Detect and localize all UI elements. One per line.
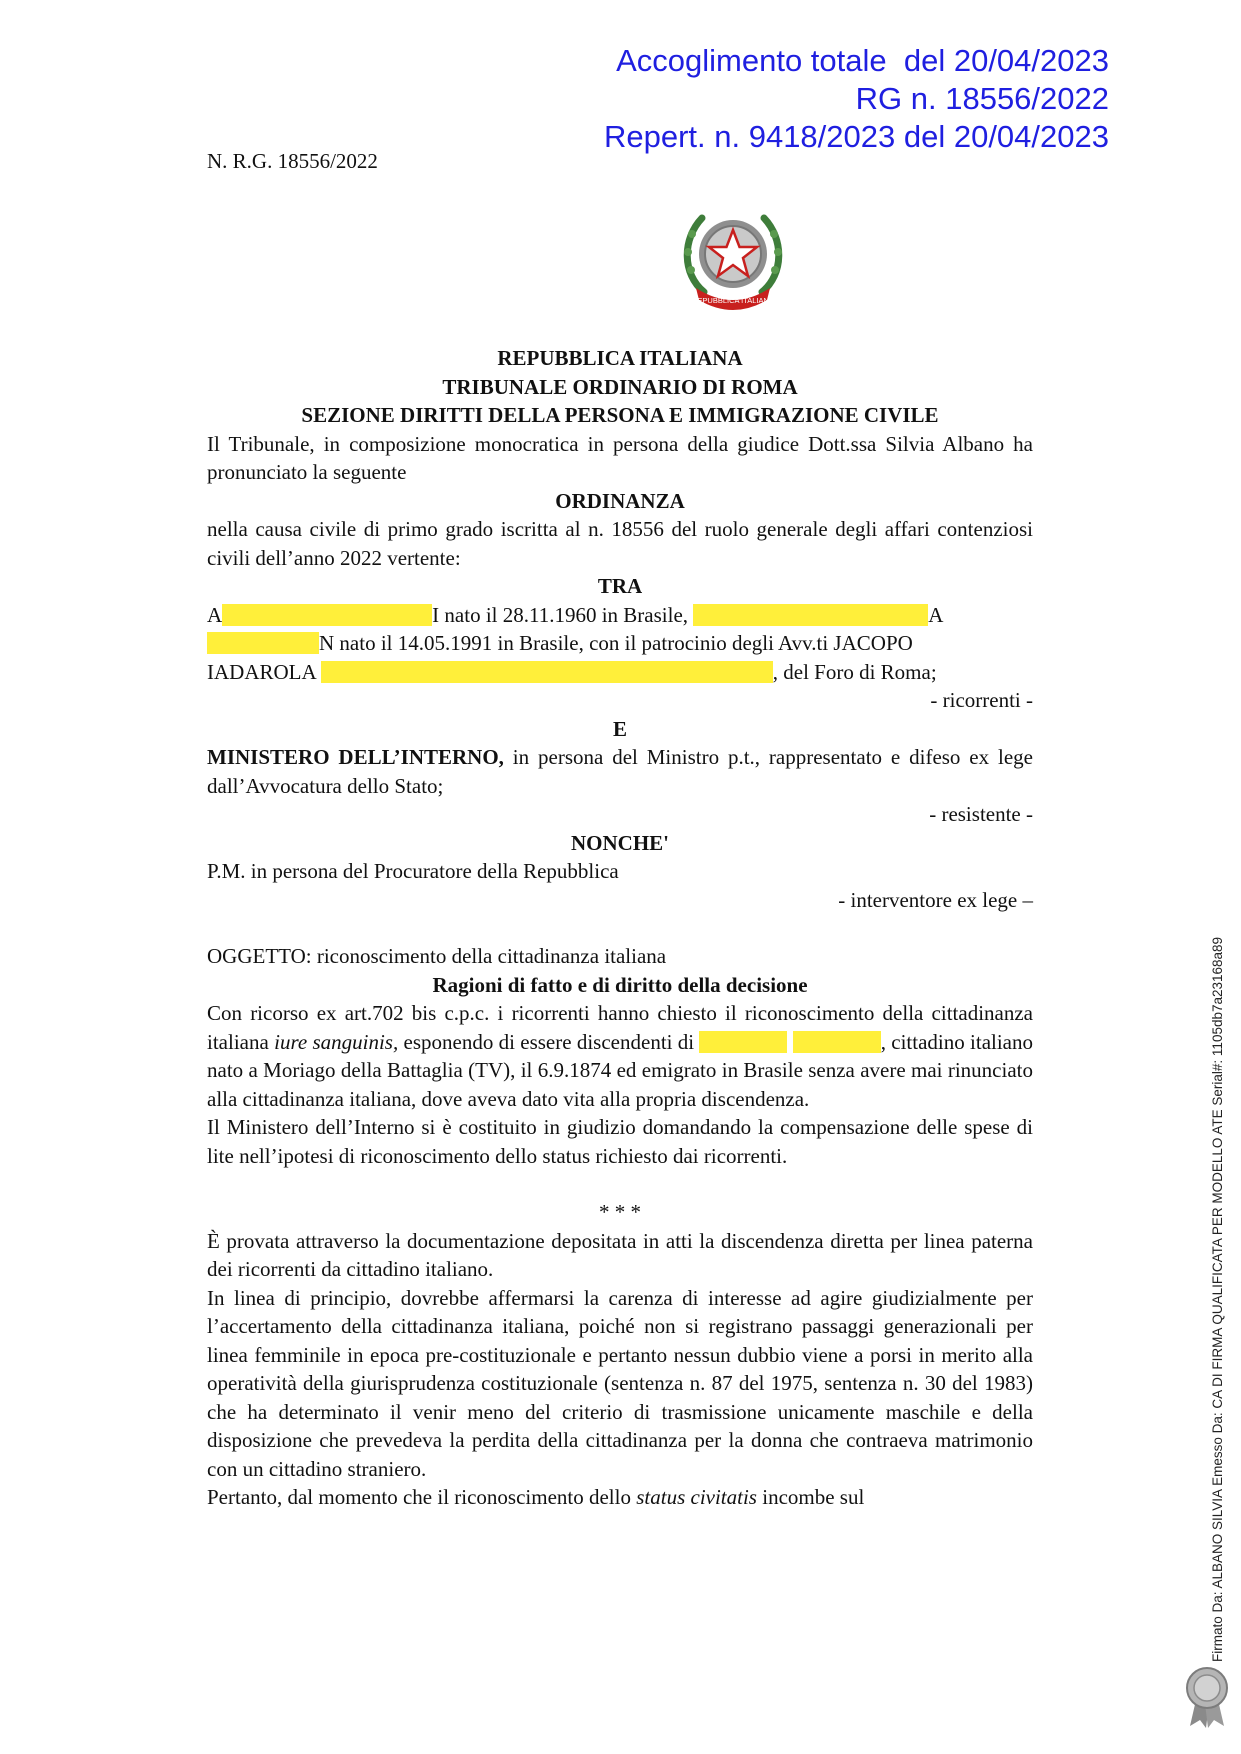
- party-line-1: A I nato il 28.11.1960 in Brasile, A: [207, 602, 944, 627]
- paragraph-ministero: Il Ministero dell’Interno si è costituito in giudizio domandando la compensazione delle spese di lite nell’ipotesi di riconoscimento dello status richiesto dai ricorrenti.: [207, 1115, 1033, 1168]
- heading-ragioni: Ragioni di fatto e di diritto della decisione: [432, 972, 808, 997]
- role-interventore: - interventore ex lege –: [838, 887, 1033, 912]
- stamp-line-repertorio: Repert. n. 9418/2023 del 20/04/2023: [603, 119, 1109, 154]
- paragraph-pertanto: Pertanto, dal momento che il riconoscimento dello status civitatis incombe sul: [207, 1485, 865, 1509]
- paragraph-provata: È provata attraverso la documentazione depositata in atti la discendenza diretta per linea paterna dei ricorrenti da cittadino italiano.: [207, 1228, 1033, 1281]
- party-line-2: N nato il 14.05.1991 in Brasile, con il patrocinio degli Avv.ti JACOPO: [207, 629, 1033, 658]
- stamp-line-accoglimento: Accoglimento totale del 20/04/2023: [616, 43, 1109, 78]
- cause-paragraph: nella causa civile di primo grado iscritta al n. 18556 del ruolo generale degli affari contenziosi civili dell’anno 2022 vertente:: [207, 517, 1033, 570]
- signature-seal-icon: [1184, 1666, 1230, 1728]
- stamp-line-rg: RG n. 18556/2022: [855, 81, 1109, 116]
- oggetto-line: OGGETTO: riconoscimento della cittadinanza italiana: [207, 944, 667, 968]
- ministero-paragraph: MINISTERO DELL’INTERNO, in persona del Ministro p.t., rappresentato e difeso ex lege dall’Avvocatura dello Stato;: [207, 745, 1033, 798]
- paragraph-principio: In linea di principio, dovrebbe affermarsi la carenza di interesse ad agire giudizialmente per l’accertamento della cittadinanza italiana, poiché non si registrano passaggi generazionali per linea femminile in epoca pre-costituzionale e pertanto nessun dubbio viene a porsi in merito alla operatività della giurisprudenza costituzionale (sentenza n. 87 del 1975, sentenza n. 30 del 1983) che ha determinato il venir meno del criterio di trasmissione unicamente maschile e della disposizione che prevedeva la perdita della cittadinanza per la donna che contraeva matrimonio con un cittadino straniero.: [207, 1285, 1033, 1481]
- digital-signature-text: Firmato Da: ALBANO SILVIA Emesso Da: CA DI FIRMA QUALIFICATA PER MODELLO ATE Serial#: 1105db7a23168a89: [1210, 936, 1225, 1662]
- party-line-3: IADAROLA , del Foro di Roma;: [207, 659, 937, 684]
- redaction-highlight: [693, 604, 928, 626]
- redaction-highlight: [321, 661, 773, 683]
- paragraph-ricorso: Con ricorso ex art.702 bis c.p.c. i ricorrenti hanno chiesto il riconoscimento della cittadinanza italiana iure sanguinis, esponendo di essere discendenti di , cittadino italiano nato a Moriago della Battaglia (TV), il 6.9.1874 ed emigrato in Brasile senza avere mai rinunciato alla cittadinanza italiana, dove aveva dato vita alla propria discendenza.: [207, 1001, 1034, 1111]
- intro-paragraph: Il Tribunale, in composizione monocratica in persona della giudice Dott.ssa Silvia Albano ha pronunciato la seguente: [207, 431, 1033, 484]
- filing-stamp: [604, 42, 1109, 156]
- republic-emblem-icon: [674, 204, 792, 314]
- redaction-highlight: [699, 1031, 787, 1053]
- emblem-ribbon-text: REPUBBLICA ITALIANA: [692, 296, 774, 305]
- title-section: SEZIONE DIRITTI DELLA PERSONA E IMMIGRAZIONE CIVILE: [301, 403, 939, 427]
- title-court: TRIBUNALE ORDINARIO DI ROMA: [442, 374, 798, 399]
- rg-number: N. R.G. 18556/2022: [207, 149, 378, 173]
- heading-tra: TRA: [597, 574, 643, 598]
- heading-ordinanza: ORDINANZA: [555, 488, 685, 513]
- heading-e: E: [612, 716, 627, 741]
- section-separator: * * *: [599, 1200, 641, 1224]
- role-resistente: - resistente -: [929, 802, 1033, 826]
- redaction-highlight: [222, 604, 432, 626]
- redaction-highlight: [793, 1031, 881, 1053]
- title-republic: REPUBBLICA ITALIANA: [497, 346, 743, 370]
- heading-nonche: NONCHE': [570, 830, 669, 855]
- pm-paragraph: P.M. in persona del Procuratore della Repubblica: [207, 859, 619, 883]
- role-ricorrenti: - ricorrenti -: [930, 688, 1033, 712]
- redaction-highlight: [207, 632, 319, 654]
- ordinanza-body: [207, 344, 1033, 1512]
